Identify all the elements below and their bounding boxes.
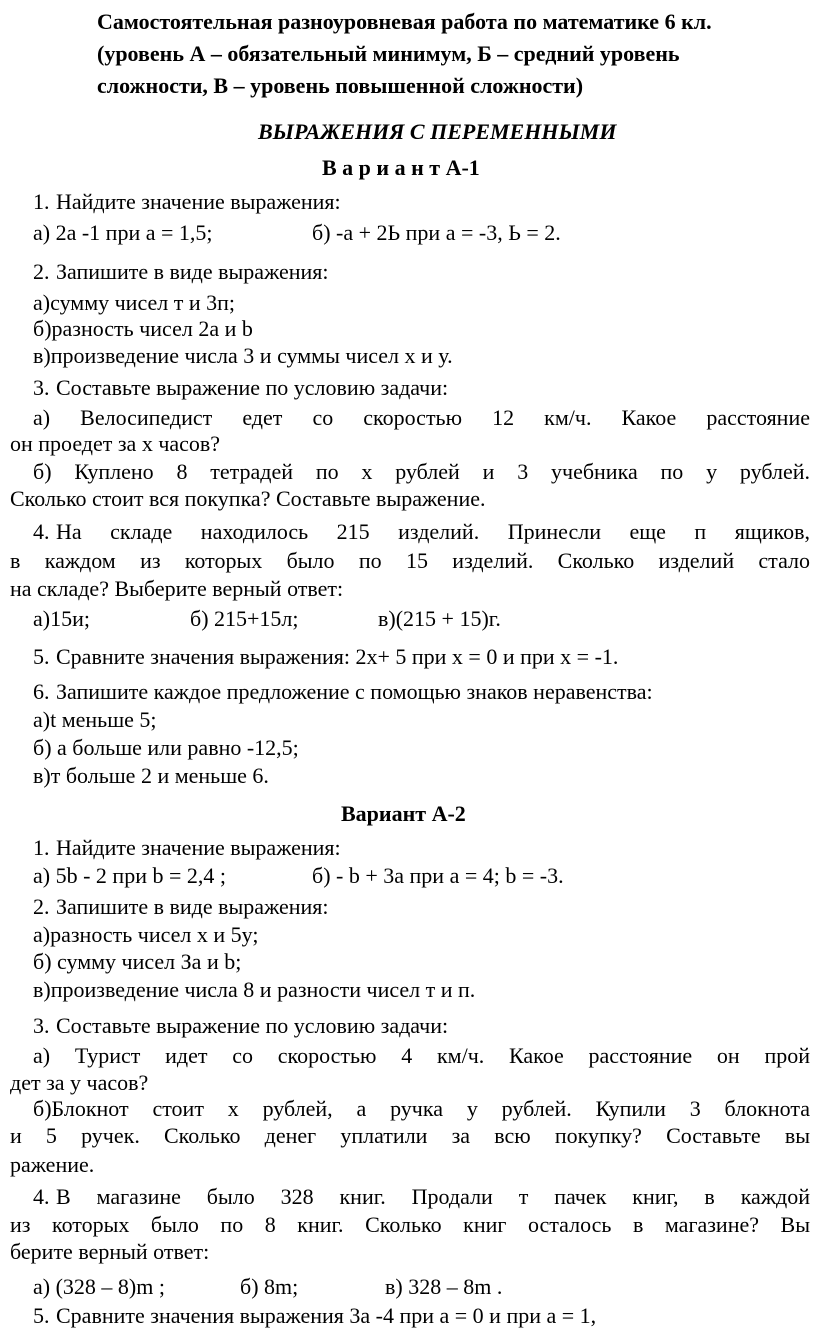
v2-task4-line-1: В магазине было 328 книг. Продали т пачек книг, в каждой <box>56 1184 810 1209</box>
task6-option-c: в)т больше 2 и меньше 6. <box>33 763 269 788</box>
v2-task2-option-b: б) сумму чисел За и b; <box>33 949 242 974</box>
task4-line-1: На складе находилось 215 изделий. Принесли еще п ящиков, <box>56 519 810 544</box>
v2-task4-option-c: в) 328 – 8m . <box>385 1274 503 1299</box>
task4-line-2: в каждом из которых было по 15 изделий. Сколько изделий стало <box>10 548 810 573</box>
task4-option-c: в)(215 + 15)г. <box>378 606 501 631</box>
header-line-3: сложности, В – уровень повышенной сложности) <box>97 73 584 98</box>
variant-a2-title: Вариант А-2 <box>341 801 466 826</box>
v2-task2-option-c: в)произведение числа 8 и разности чисел т и п. <box>33 977 476 1002</box>
v2-task3-b-line-3: ражение. <box>10 1152 95 1177</box>
v2-task5-number: 5. <box>33 1303 50 1328</box>
header-line-2: (уровень А – обязательный минимум, Б – средний уровень <box>97 41 680 66</box>
v2-task2-option-a: а)разность чисел х и 5у; <box>33 922 259 947</box>
header-line-1: Самостоятельная разноуровневая работа по математике 6 кл. <box>97 9 712 34</box>
v2-task2-text: Запишите в виде выражения: <box>56 894 329 919</box>
task6-text: Запишите каждое предложение с помощью знаков неравенства: <box>56 679 653 704</box>
task6-option-b: б) а больше или равно -12,5; <box>33 735 299 760</box>
task1-option-b: б) -а + 2Ь при а = -3, Ь = 2. <box>312 220 561 245</box>
task3-text: Составьте выражение по условию задачи: <box>56 375 449 400</box>
v2-task5-text: Сравните значения выражения 3а -4 при а = 0 и при а = 1, <box>56 1303 597 1328</box>
task3-number: 3. <box>33 375 50 400</box>
task3-a-line-1: а) Велосипедист едет со скоростью 12 км/ч. Какое расстояние <box>33 405 810 430</box>
task1-text: Найдите значение выражения: <box>56 189 341 214</box>
task2-option-c: в)произведение числа 3 и суммы чисел х и у. <box>33 343 453 368</box>
v2-task3-a-line-2: дет за у часов? <box>10 1070 149 1095</box>
v2-task4-line-3: берите верный ответ: <box>10 1239 210 1264</box>
task2-option-a: а)сумму чисел т и 3п; <box>33 290 236 315</box>
task1-number: 1. <box>33 189 50 214</box>
v2-task1-number: 1. <box>33 835 50 860</box>
task2-option-b: б)разность чисел 2а и b <box>33 316 253 341</box>
variant-a1-title: В а р и а н т А-1 <box>322 155 480 180</box>
topic-title: ВЫРАЖЕНИЯ С ПЕРЕМЕННЫМИ <box>258 119 617 144</box>
v2-task4-number: 4. <box>33 1184 50 1209</box>
v2-task3-b-line-1: б)Блокнот стоит х рублей, а ручка у рублей. Купили 3 блокнота <box>33 1096 810 1121</box>
v2-task3-b-line-2: и 5 ручек. Сколько денег уплатили за всю покупку? Составьте вы <box>10 1123 810 1148</box>
v2-task4-option-a: а) (328 – 8)m ; <box>33 1274 165 1299</box>
v2-task1-option-a: а) 5b - 2 при b = 2,4 ; <box>33 863 226 888</box>
task2-text: Запишите в виде выражения: <box>56 259 329 284</box>
task4-option-b: б) 215+15л; <box>190 606 299 631</box>
task2-number: 2. <box>33 259 50 284</box>
task3-b-line-2: Сколько стоит вся покупка? Составьте выражение. <box>10 486 486 511</box>
v2-task1-option-b: б) - b + 3а при а = 4; b = -3. <box>312 863 564 888</box>
task6-option-a: а)t меньше 5; <box>33 707 157 732</box>
v2-task4-line-2: из которых было по 8 книг. Сколько книг осталось в магазине? Вы <box>10 1212 810 1237</box>
task4-option-a: а)15и; <box>33 606 90 631</box>
v2-task3-number: 3. <box>33 1013 50 1038</box>
v2-task3-a-line-1: а) Турист идет со скоростью 4 км/ч. Какое расстояние он прой <box>33 1043 810 1068</box>
task4-number: 4. <box>33 519 50 544</box>
task5-number: 5. <box>33 644 50 669</box>
v2-task2-number: 2. <box>33 894 50 919</box>
v2-task1-text: Найдите значение выражения: <box>56 835 341 860</box>
v2-task4-option-b: б) 8m; <box>240 1274 299 1299</box>
task3-b-line-1: б) Куплено 8 тетрадей по х рублей и 3 учебника по у рублей. <box>33 459 810 484</box>
task5-text: Сравните значения выражения: 2х+ 5 при х = 0 и при х = -1. <box>56 644 619 669</box>
v2-task3-text: Составьте выражение по условию задачи: <box>56 1013 449 1038</box>
task3-a-line-2: он проедет за х часов? <box>10 431 221 456</box>
task1-option-a: а) 2а -1 при а = 1,5; <box>33 220 213 245</box>
task6-number: 6. <box>33 679 50 704</box>
task4-line-3: на складе? Выберите верный ответ: <box>10 576 344 601</box>
